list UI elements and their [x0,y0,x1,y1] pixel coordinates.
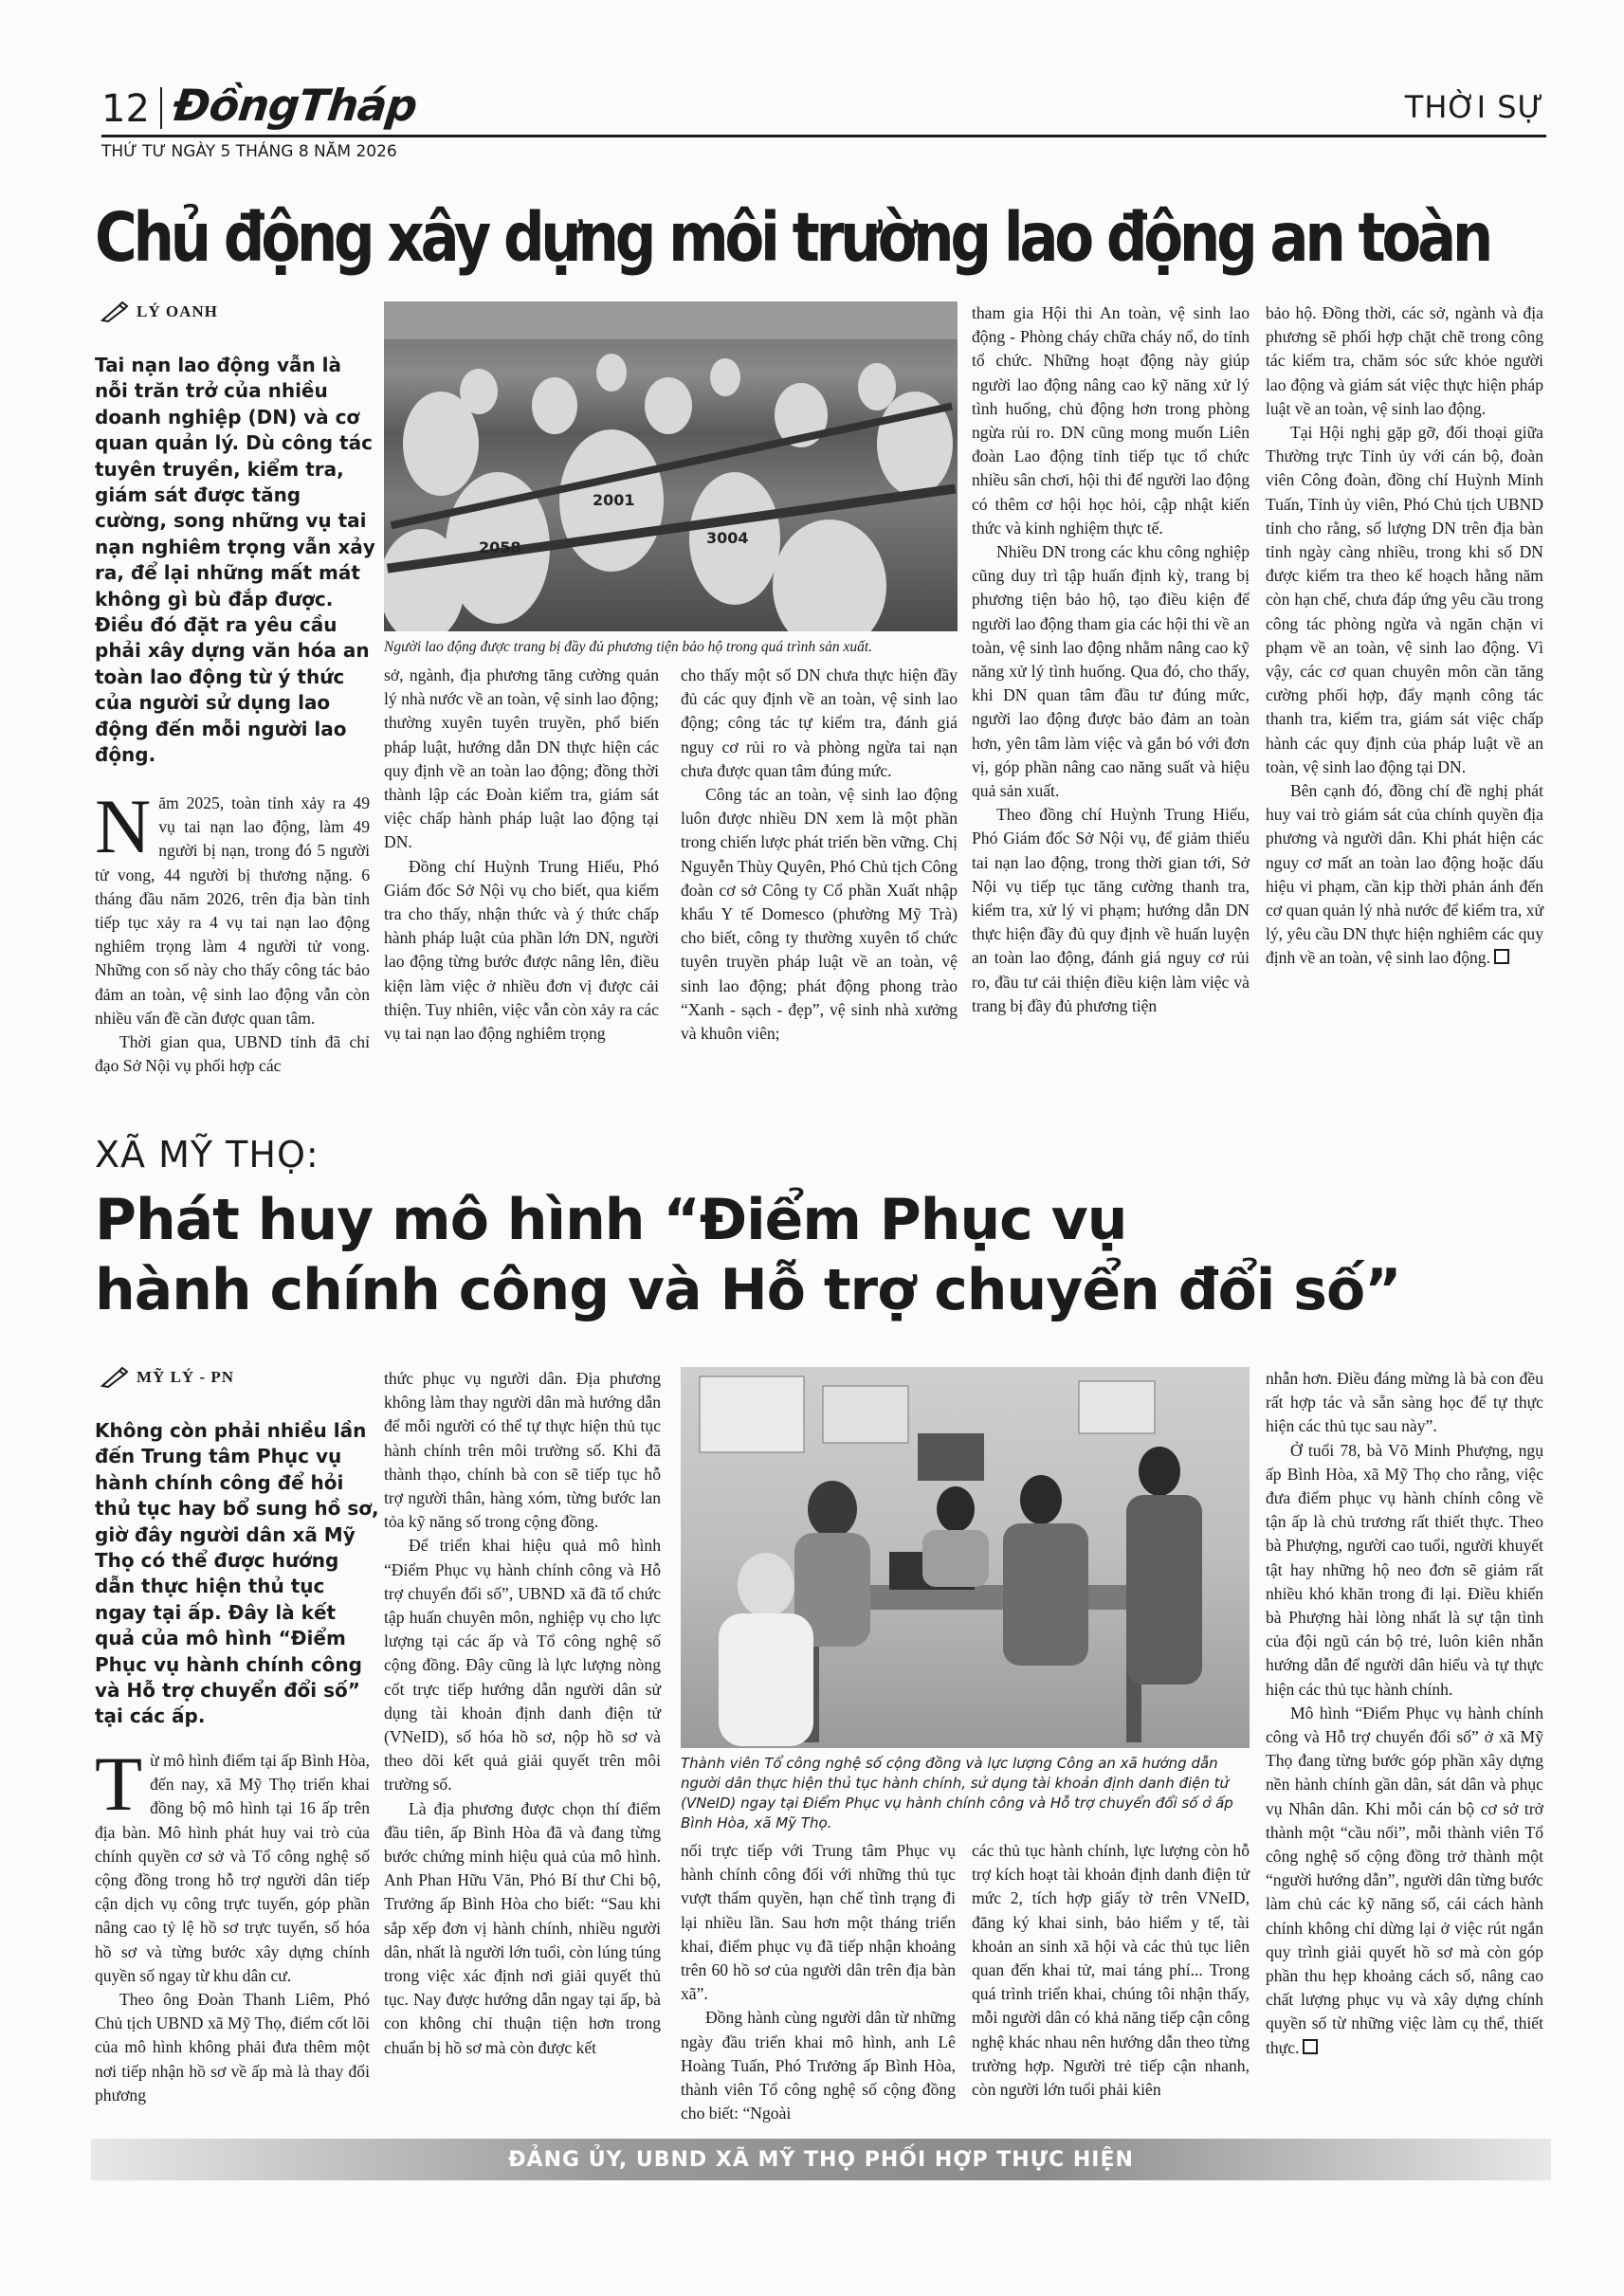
article2-photo-caption: Thành viên Tổ công nghệ số cộng đồng và lực lượng Công an xã hướng dẫn người dân thực hiện thủ tục hành chính, sử dụng tài khoản định danh điện tử (VNeID) ngay tại Điểm Phục vụ hành chính công và Hỗ trợ chuyển đổi số ở ấp Bình Hòa, xã Mỹ Thọ. [681,1755,1233,1831]
article1-column-2: sở, ngành, địa phương tăng cường quản lý nhà nước về an toàn, vệ sinh lao động; thường xuyên tuyên truyền, phổ biến pháp luật, hướng dẫn DN thực hiện các quy định về an toàn lao động; đồng thời thành lập các Đoàn kiểm tra, giám sát việc chấp hành pháp luật lao động tại DN. Đồng chí Huỳnh Trung Hiếu, Phó Giám đốc Sở Nội vụ cho biết, qua kiểm tra cho thấy, nhận thức và ý thức chấp hành pháp luật của phần lớn DN, người lao động từng bước được nâng lên, điều kiện làm việc ở nhiều đơn vị được cải thiện. Tuy nhiên, việc vẫn còn xảy ra các vụ tai nạn lao động nghiêm trọng [384,665,659,1044]
pen-icon [100,1367,129,1388]
worker-number-3: 2058 [479,538,521,556]
article2-column-1: Từ mô hình điểm tại ấp Bình Hòa, đến nay, xã Mỹ Thọ triển khai đồng bộ mô hình tại 16 ấp trên địa bàn. Mô hình phát huy vai trò của chính quyền cơ sở và Tổ công nghệ số cộng đồng trong hỗ trợ người dân tiếp cận dịch vụ công trực tuyến, góp phần nâng cao tỷ lệ hồ sơ trực tuyến, số hóa hồ sơ và từng bước xây dựng chính quyền số ngay từ khu dân cư. Theo ông Đoàn Thanh Liêm, Phó Chủ tịch UBND xã Mỹ Thọ, điểm cốt lõi của mô hình không phải đưa thêm một nơi tiếp nhận hồ sơ về ấp mà là thay đổi phương [95,1740,370,2105]
end-mark [1303,2039,1318,2054]
article1-column-5: bảo hộ. Đồng thời, các sở, ngành và địa phương sẽ phối hợp chặt chẽ trong công tác kiểm tra, chăm sóc sức khỏe người lao động và giám sát việc thực hiện pháp luật về an toàn, vệ sinh lao động. Tại Hội nghị gặp gỡ, đối thoại giữa Thường trực Tỉnh ủy với cán bộ, đoàn viên Công đoàn, đồng chí Huỳnh Minh Tuấn, Tỉnh ủy viên, Phó Chủ tịch UBND tỉnh cho rằng, số lượng DN trên địa bàn tỉnh ngày càng nhiều, trong khi số DN được kiểm tra theo kế hoạch hằng năm còn hạn chế, chưa đáp ứng yêu cầu trong công tác phòng ngừa và ngăn chặn vi phạm về an toàn, vệ sinh lao động. Vì vậy, các cơ quan chuyên môn cần tăng cường phối hợp, đẩy mạnh công tác thanh tra, kiểm tra, giám sát việc chấp hành các quy định của pháp luật về an toàn, vệ sinh lao động tại DN. Bên cạnh đó, đồng chí đề nghị phát huy vai trò giám sát của chính quyền địa phương và người dân. Khi phát hiện các nguy cơ mất an toàn lao động hoặc dấu hiệu vi phạm, cần kịp thời phản ánh đến cơ quan quản lý nhà nước để kiểm tra, xử lý, yêu cầu DN thực hiện nghiêm các quy định về an toàn, vệ sinh lao động. [1266,303,1543,968]
article2-column-4: các thủ tục hành chính, lực lượng còn hỗ trợ kích hoạt tài khoản định danh điện tử mức 2, tích hợp giấy tờ trên VNeID, đăng ký khai sinh, bảo hiểm y tế, tài khoản an sinh xã hội và các thủ tục liên quan đến khai tử, mai táng phí... Trong quá trình triển khai, chúng tôi nhận thấy, mỗi người dân có khả năng tiếp cận công nghệ khác nhau nên hướng dẫn theo từng trường hợp. Người trẻ tiếp cận nhanh, còn người lớn tuổi phải kiên [972,1841,1250,2100]
article2-headline [95,1185,1555,1325]
pen-icon [100,301,129,322]
article1-photo-caption: Người lao động được trang bị đầy đủ phương tiện bảo hộ trong quá trình sản xuất. [384,639,873,655]
worker-number-2: 2001 [593,491,635,509]
article1-column-1: Năm 2025, toàn tỉnh xảy ra 49 vụ tai nạn lao động, làm 49 người bị nạn, trong đó 5 người tử vong, 44 người bị thương nặng. 6 tháng đầu năm 2026, trên địa bàn tỉnh tiếp tục xảy ra 4 vụ tai nạn lao động nghiêm trọng làm 4 người tử vong. Những con số này cho thấy công tác bảo đảm an toàn, vệ sinh lao động vẫn còn nhiều vấn đề cần được quan tâm. Thời gian qua, UBND tỉnh đã chỉ đạo Sở Nội vụ phối hợp các [95,783,370,1076]
dropcap: N [95,783,152,869]
masthead-logo: ĐồngTháp [171,80,420,131]
issue-date: THỨ TƯ NGÀY 5 THÁNG 8 NĂM 2026 [101,142,397,161]
article1-lead: Tai nạn lao động vẫn là nỗi trăn trở của nhiều doanh nghiệp (DN) và cơ quan quản lý. Dù công tác tuyên truyền, kiểm tra, giám sát được tăng cường, song những vụ tai nạn nghiêm trọng vẫn xảy ra, để lại những mất mát không gì bù đắp được. Điều đó đặt ra yêu cầu phải xây dựng văn hóa an toàn lao động từ ý thức của người sử dụng lao động đến mỗi người lao động. [95,354,375,767]
headline-line-2: hành chính công và Hỗ trợ chuyển đổi số” [95,1257,1401,1323]
author-name: MỸ LÝ - PN [137,1368,235,1386]
section-label: THỜI SỰ [1404,89,1544,125]
author-name: LÝ OANH [137,302,218,320]
article2-lead: Không còn phải nhiều lần đến Trung tâm Phục vụ hành chính công để hỏi thủ tục hay bổ sung hồ sơ, giờ đây người dân xã Mỹ Thọ có thể được hướng dẫn thực hiện thủ tục ngay tại ấp. Đây là kết quả của mô hình “Điểm Phục vụ hành chính công và Hỗ trợ chuyển đổi số” tại các ấp. [95,1419,379,1728]
headline-line-1: Phát huy mô hình “Điểm Phục vụ [95,1187,1127,1253]
header-rule [101,135,1546,137]
article2-kicker: XÃ MỸ THỌ: [95,1134,319,1175]
article2-column-2: thức phục vụ người dân. Địa phương không làm thay người dân mà hướng dẫn để mỗi người có thể tự thực hiện thủ tục hành chính trên môi trường số. Khi đã thành thạo, chính bà con sẽ tiếp tục hỗ trợ người thân, hàng xóm, từng bước lan tỏa kỹ năng số trong cộng đồng. Để triển khai hiệu quả mô hình “Điểm Phục vụ hành chính công và Hỗ trợ chuyển đổi số”, UBND xã đã tổ chức tập huấn chuyên môn, nghiệp vụ cho lực lượng tại các ấp và Tổ công nghệ số cộng đồng. Đây cũng là lực lượng nòng cốt trực tiếp hướng dẫn người dân sử dụng tài khoản định danh điện tử (VNeID), số hóa hồ sơ, nộp hồ sơ và theo dõi kết quả giải quyết trên môi trường số. Là địa phương được chọn thí điểm đầu tiên, ấp Bình Hòa đã và đang từng bước chứng minh hiệu quả của mô hình. Anh Phan Hữu Văn, Phó Bí thư Chi bộ, Trưởng ấp Bình Hòa cho biết: “Sau khi sắp xếp đơn vị hành chính, nhiều người dân, nhất là người lớn tuổi, còn lúng túng trong việc xác định nơi giải quyết thủ tục. Nay được hướng dẫn ngay tại ấp, bà con không chỉ thuận tiện hơn trong chuẩn bị hồ sơ mà còn được kết [384,1369,662,2057]
article2-column-3: nối trực tiếp với Trung tâm Phục vụ hành chính công đối với những thủ tục vượt thẩm quyền, hạn chế tình trạng đi lại nhiều lần. Sau hơn một tháng triển khai, điểm phục vụ đã tiếp nhận khoảng trên 60 hồ sơ của người dân trên địa bàn xã”. Đồng hành cùng người dân từ những ngày đầu triển khai mô hình, anh Lê Hoàng Tuấn, Phó Trưởng ấp Bình Hòa, thành viên Tổ công nghệ số cộng đồng cho biết: “Ngoài [681,1841,956,2123]
article1-column-4: tham gia Hội thi An toàn, vệ sinh lao động - Phòng cháy chữa cháy nổ, do tỉnh tổ chức. Những hoạt động này giúp người lao động nâng cao kỹ năng xử lý tình huống, chủ động hơn trong phòng ngừa rủi ro. DN cũng mong muốn Liên đoàn Lao động tỉnh tiếp tục tổ chức nhiều sân chơi, hội thi để người lao động có thêm cơ hội học hỏi, cập nhật kiến thức và kinh nghiệm thực tế. Nhiều DN trong các khu công nghiệp cũng duy trì tập huấn định kỳ, trang bị phương tiện bảo hộ, tạo điều kiện để người lao động tham gia các hội thi về an toàn, vệ sinh lao động nhằm nâng cao kỹ năng xử lý tình huống. Qua đó, cho thấy, khi DN quan tâm đầu tư đúng mức, người lao động được bảo đảm an toàn hơn, yên tâm làm việc và gắn bó với đơn vị, góp phần nâng cao năng suất và hiệu quả sản xuất. Theo đồng chí Huỳnh Trung Hiếu, Phó Giám đốc Sở Nội vụ, để giảm thiểu tai nạn lao động, trong thời gian tới, Sở Nội vụ tiếp tục tăng cường thanh tra, kiểm tra, xử lý vi phạm; hướng dẫn DN thực hiện đầy đủ quy định về huấn luyện an toàn lao động, đánh giá nguy cơ rủi ro, đầu tư cải thiện điều kiện làm việc và trang bị đầy đủ phương tiện [972,303,1250,1015]
footer-banner-text: ĐẢNG ỦY, UBND XÃ MỸ THỌ PHỐI HỢP THỰC HIỆN [508,2147,1134,2172]
article1-byline [100,301,218,322]
header-divider-vertical [160,87,162,129]
dropcap: T [95,1740,143,1827]
article2-column-5: nhẫn hơn. Điều đáng mừng là bà con đều rất hợp tác và sẵn sàng học để tự thực hiện các thủ tục sau này”. Ở tuổi 78, bà Võ Minh Phượng, ngụ ấp Bình Hòa, xã Mỹ Thọ cho rằng, việc đưa điểm phục vụ hành chính công về tận ấp là chủ trương rất thiết thực. Theo bà Phượng, người cao tuổi, người khuyết tật hay những hộ neo đơn sẽ giảm rất nhiều khó khăn trong đi lại. Điều khiến bà Phượng hài lòng nhất là sự tận tình của đội ngũ cán bộ trẻ, luôn kiên nhẫn hướng dẫn để người dân hiểu và tự thực hiện các thủ tục hành chính. Mô hình “Điểm Phục vụ hành chính công và Hỗ trợ chuyển đổi số” ở xã Mỹ Thọ đang từng bước góp phần xây dựng nền hành chính gần dân, sát dân và phục vụ Nhân dân. Khi mỗi cán bộ cơ sở trở thành một “cầu nối”, mỗi thành viên Tổ công nghệ số cộng đồng trở thành một “người hướng dẫn”, người dân từng bước làm chủ các kỹ năng số, cái cách hành chính không chỉ dừng lại ở việc rút ngắn quy trình giải quyết hồ sơ mà còn góp phần thu hẹp khoảng cách số, nâng cao chất lượng phục vụ và xây dựng chính quyền số từ những việc làm cụ thể, thiết thực. [1266,1369,1543,2057]
page-header [90,80,1550,161]
page-number: 12 [101,87,150,131]
article1-column-3: cho thấy một số DN chưa thực hiện đầy đủ các quy định về an toàn, vệ sinh lao động; công tác tự kiểm tra, đánh giá nguy cơ rủi ro và phòng ngừa tai nạn chưa được quan tâm đúng mức. Công tác an toàn, vệ sinh lao động luôn được nhiều DN xem là một phần trong chiến lược phát triển bền vững. Chị Nguyễn Thùy Quyên, Phó Chủ tịch Công đoàn cơ sở Công ty Cổ phần Xuất nhập khẩu Y tế Domesco (phường Mỹ Trà) cho biết, công ty thường xuyên tổ chức tuyên truyền pháp luật về an toàn, vệ sinh lao động; phát động phong trào “Xanh - sạch - đẹp”, vệ sinh nhà xưởng và khuôn viên; [681,665,958,1044]
end-mark [1494,949,1509,964]
service-point-photo [681,1367,1250,1748]
factory-workers-photo [384,301,958,631]
article2-byline [100,1367,234,1388]
worker-number-1: 3004 [706,529,749,547]
article1-headline: Chủ động xây dựng môi trường lao động an toàn [95,198,1490,277]
footer-banner [91,2139,1551,2180]
